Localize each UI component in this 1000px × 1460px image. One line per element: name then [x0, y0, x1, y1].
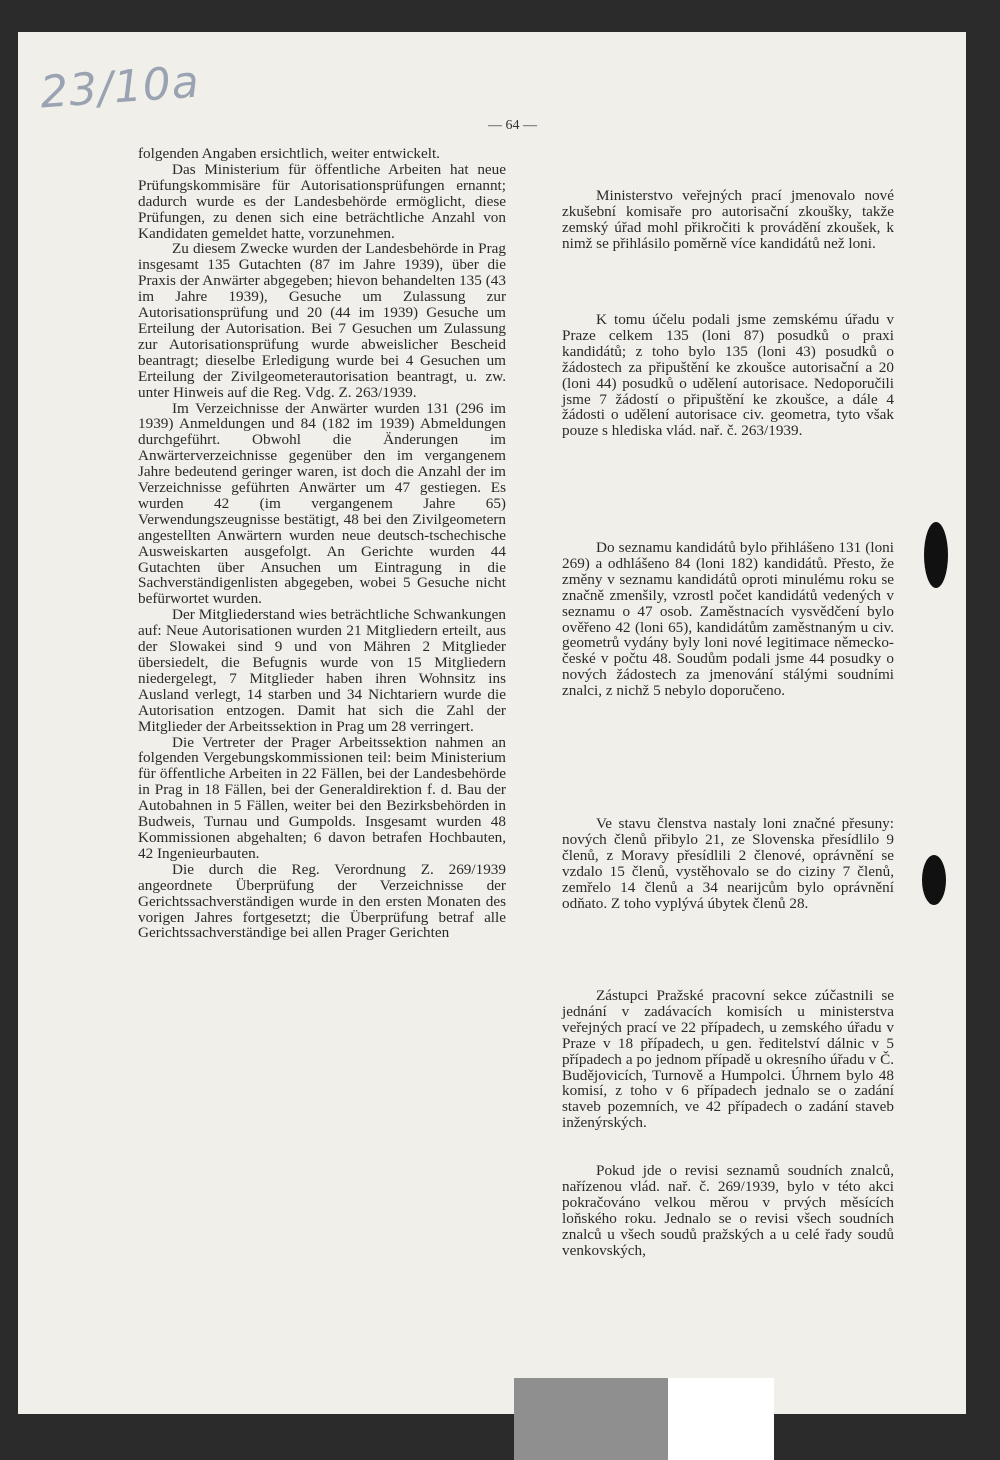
punch-hole-top	[924, 522, 948, 588]
german-paragraph: folgenden Angaben ersichtlich, weiter entwickelt.	[138, 145, 440, 162]
handwritten-annotation: 23/10a	[38, 56, 202, 119]
czech-paragraph: Ve stavu členstva nastaly loni značné přesuny: nových členů přibylo 21, ze Slovenska přesídlilo 9 členů, z Moravy přesídlili 2 členové, oprávnění se vzdalo 15 členů, vystěhovalo se do ciziny 7 členů, zemřelo 14 členů a 34 nearijcům bylo oprávnění odňato. Z toho vyplývá úbytek členů 28.	[562, 815, 894, 912]
grey-calibration-swatch	[514, 1378, 668, 1460]
german-paragraph: Der Mitgliederstand wies beträchtliche Schwankungen auf: Neue Autorisationen wurden 21 Mitgliedern erteilt, aus der Slowakei sind 9 und von Mähren 2 Mitglieder übersiedelt, die Befugnis wurde von 15 Mitgliedern niedergelegt, 7 Mitglieder haben ihren Wohnsitz ins Ausland verlegt, 14 starben und 34 Nichtariern wurde die Autorisation entzogen. Damit hat sich die Zahl der Mitglieder der Arbeitssektion in Prag um 28 verringert.	[138, 606, 506, 735]
czech-paragraph: Zástupci Pražské pracovní sekce zúčastnili se jednání v zadávacích komisích u ministerstva veřejných prací ve 22 případech, u zemského úřadu v Praze v 18 případech, u gen. ředitelství dálnic v 5 případech a po jednom případě u okresního úřadu v Č. Budějovicích, Turnově a Humpolci. Úhrnem bylo 48 komisí, z toho v 6 případech jednalo se o zadání staveb pozemních, ve 42 případech o zadání staveb inženýrských.	[562, 987, 894, 1132]
czech-paragraph: Pokud jde o revisi seznamů soudních znalců, nařízenou vlád. nař. č. 269/1939, bylo v této akci pokračováno velkou měrou v prvých měsících loňského roku. Jednalo se o revisi všech soudních znalců u všech soudů pražských a u celé řady soudů venkovských,	[562, 1162, 894, 1259]
czech-paragraph: Do seznamu kandidátů bylo přihlášeno 131 (loni 269) a odhlášeno 84 (loni 182) kandidátů. Přesto, že změny v seznamu kandidátů oproti minulému roku se značně zmenšily, vzrostl počet kandidátů vedených v seznamu o 47 osob. Zaměstnacích vysvědčení bylo ověřeno 42 (loni 65), kandidátům zaměstnaným u civ. geometrů vydány byly loni nové legitimace německo-české v počtu 48. Soudům podali jsme 44 posudky o nových žádostech za jmenování stálými soudními znalci, z nichž 5 nebylo doporučeno.	[562, 539, 894, 700]
german-paragraph: Das Ministerium für öffentliche Arbeiten hat neue Prüfungskommisäre für Autorisationsprüfungen ernannt; dadurch wurde es der Landesbehörde ermöglicht, diese Prüfungen, zu denen sich eine beträchtliche Anzahl von Kandidaten gemeldet hatte, vorzunehmen.	[138, 160, 506, 242]
german-paragraph: Zu diesem Zwecke wurden der Landesbehörde in Prag insgesamt 135 Gutachten (87 im Jahre 1939), über die Praxis der Anwärter abgegeben; hievon behandelten 135 (43 im Jahre 1939), Gesuche um Zulassung zur Autorisationsprüfung und 20 (44 im 1939) Gesuche um Erteilung der Autorisation. Bei 7 Gesuchen um Zulassung zur Autorisationsprüfung wurde abweislicher Bescheid beantragt; dieselbe Erledigung wurde bei 4 Gesuchen um Erteilung der Zivilgeometerautorisation beantragt, u. zw. unter Hinweis auf die Reg. Vdg. Z. 263/1939.	[138, 240, 506, 401]
punch-hole-bottom	[922, 855, 946, 905]
german-paragraph: Die Vertreter der Prager Arbeitssektion nahmen an folgenden Vergebungskommissionen teil: beim Ministerium für öffentliche Arbeiten in 22 Fällen, bei der Landesbehörde in Prag in 18 Fällen, bei der Generaldirektion f. d. Bau der Autobahnen in 5 Fällen, weiter bei den Bezirksbehörden in Budweis, Turnau und Gumpolds. Insgesamt wurden 48 Kommissionen abgehalten; 6 davon betrafen Hochbauten, 42 Ingenieurbauten.	[138, 733, 506, 862]
german-paragraph: Im Verzeichnisse der Anwärter wurden 131 (296 im 1939) Anmeldungen und 84 (182 im 1939) Abmeldungen durchgeführt. Obwohl die Änderungen im Anwärterverzeichnisse gegenüber den im vergangenem Jahre bedeutend geringer waren, ist doch die Anzahl der im Verzeichnisse geführten Anwärter um 47 gestiegen. Es wurden 42 (im vergangenem Jahre 65) Verwendungszeugnisse bestätigt, 48 bei den Zivilgeometern angestellten Anwärtern wurden neue deutsch-tschechische Ausweiskarten ausgefolgt. An Gerichte wurden 44 Gutachten über Ansuchen um Eintragung in die Sachverständigenlisten abgegeben, wobei 5 Gesuche nicht befürwortet wurden.	[138, 399, 506, 608]
german-paragraph: Die durch die Reg. Verordnung Z. 269/1939 angeordnete Überprüfung der Verzeichnisse der Gerichtssachverständigen wurde in den ersten Monaten des vorigen Jahres fortgesetzt; die Überprüfung betraf alle Gerichtssachverständige bei allen Prager Gerichten	[138, 860, 506, 942]
czech-paragraph: Ministerstvo veřejných prací jmenovalo nové zkušební komisaře pro autorisační zkoušky, takže zemský úřad mohl přikročiti k provádění zkoušek, k nimž se přihlásilo poměrně více kandidátů než loni.	[562, 187, 894, 252]
german-column	[138, 146, 506, 941]
page-number: — 64 —	[488, 118, 537, 133]
white-calibration-swatch	[668, 1378, 774, 1460]
czech-paragraph: K tomu účelu podali jsme zemskému úřadu v Praze celkem 135 (loni 87) posudků o praxi kandidátů; z toho bylo 135 (loni 43) posudků o žádostech za připuštění ke zkoušce autorisační a 20 (loni 44) posudků o udělení autorisace. Nedoporučili jsme 7 žádostí o připuštění ke zkoušce, a dále 4 žádosti o udělení autorisace civ. geometra, tyto však pouze s hlediska vlád. nař. č. 263/1939.	[562, 311, 894, 440]
